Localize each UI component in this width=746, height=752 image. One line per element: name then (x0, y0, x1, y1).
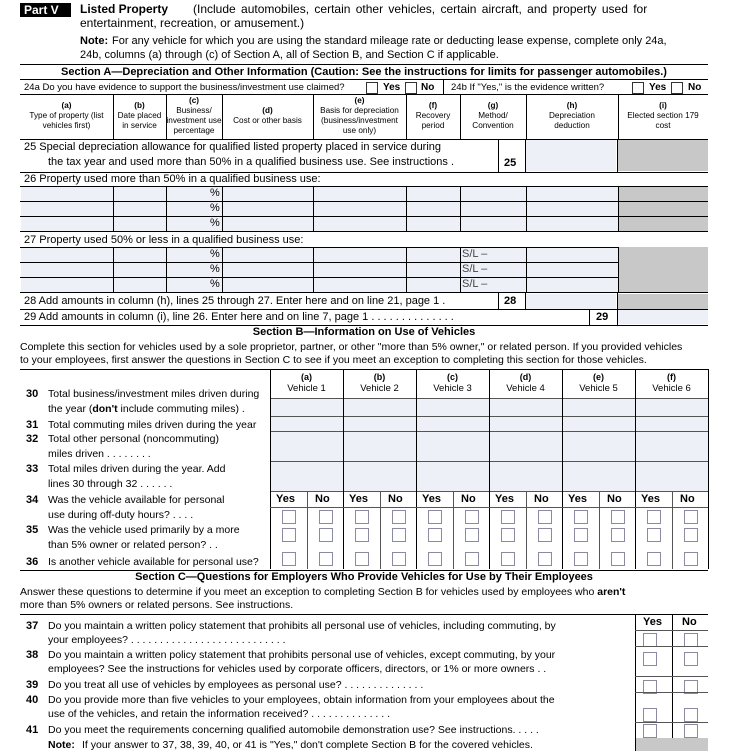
vehicle-3-yes-header: Yes (422, 493, 441, 505)
column-f-header-l2: period (421, 121, 445, 130)
line-28-amount[interactable] (526, 294, 616, 309)
line-26-row-3-col-5[interactable] (407, 217, 460, 231)
line-35-vehicle-5-no[interactable] (611, 528, 625, 542)
line-27-row-1-col-1[interactable] (114, 248, 166, 262)
line-29-text: 29 Add amounts in column (i), line 26. Enter here and on line 7, page 1 . . . . . . . . . . . . . . (24, 311, 454, 323)
line-35-vehicle-1-yes[interactable] (282, 528, 296, 542)
24b-no-checkbox[interactable] (671, 82, 683, 94)
column-a-header-l2: vehicles first) (42, 121, 91, 130)
line-33-vehicle-5[interactable] (563, 462, 635, 491)
line-30-text-2-pre: the year ( (48, 403, 93, 415)
vehicle-2-name: Vehicle 2 (360, 383, 399, 394)
column-f-header-l1: Recovery (415, 111, 451, 120)
line-35-vehicle-2-no[interactable] (392, 528, 406, 542)
column-h-header-l2: deduction (554, 121, 590, 130)
part-note-2: 24b, columns (a) through (c) of Section A, all of Section B, and Section C if applicable. (80, 49, 499, 61)
line-37-text-2: your employees? . . . . . . . . . . . . . . . . . . . . . . . . . . . (48, 634, 286, 646)
line-27-row-3-col-4[interactable] (314, 278, 406, 292)
question-24b: 24b If "Yes," is the evidence written? (451, 82, 605, 93)
line-27-row-1-percent: % (210, 248, 220, 260)
vehicle-4-letter: (d) (519, 372, 532, 382)
column-g-header-l1: Method/ (478, 111, 508, 120)
line-35-text: Was the vehicle used primarily by a more (48, 524, 240, 536)
line-33-text: Total miles driven during the year. Add (48, 463, 226, 475)
line-41-number: 41 (26, 724, 39, 736)
line-27-row-1-sl: S/L – (462, 248, 488, 260)
section-b-intro-2: to your employees, first answer the questions in Section C to see if you meet an exception to completing this section for those vehicles. (20, 354, 647, 366)
line-31-number: 31 (26, 419, 39, 431)
line-26-row-1-percent: % (210, 187, 220, 199)
line-41-no-checkbox[interactable] (684, 724, 698, 738)
vehicle-2-yes-header: Yes (349, 493, 368, 505)
vehicle-1-letter: (a) (301, 372, 312, 382)
line-30-vehicle-6[interactable] (636, 399, 708, 416)
line-26-row-2-percent: % (210, 202, 220, 214)
part-label: Part V (20, 3, 71, 17)
line-34-vehicle-6-no[interactable] (684, 510, 698, 524)
line-32-text: Total other personal (noncommuting) (48, 433, 220, 445)
column-i-header-l2: cost (655, 121, 671, 130)
line-33-vehicle-1[interactable] (271, 462, 343, 491)
line-35-vehicle-1-no[interactable] (319, 528, 333, 542)
line-31-vehicle-6[interactable] (636, 417, 708, 431)
line-35-vehicle-2-yes[interactable] (355, 528, 369, 542)
line-36-vehicle-2-yes[interactable] (355, 552, 369, 566)
section-c-yes-header: Yes (643, 616, 662, 628)
line-31-vehicle-2[interactable] (344, 417, 416, 431)
vehicle-5-letter: (e) (593, 372, 604, 382)
line-27-row-3-col-3[interactable] (223, 278, 313, 292)
vehicle-1-yes-header: Yes (276, 493, 295, 505)
line-40-text-2: use of the vehicles, and retain the information received? . . . . . . . . . . . . . . (48, 708, 391, 720)
line-34-vehicle-6-yes[interactable] (647, 510, 661, 524)
24a-no-checkbox[interactable] (405, 82, 417, 94)
line-36-vehicle-6-no[interactable] (684, 552, 698, 566)
line-32-vehicle-1[interactable] (271, 432, 343, 461)
line-26-row-3-col-7[interactable] (527, 217, 618, 231)
line-30-text-2-bold: don't (92, 403, 118, 415)
line-30-vehicle-1[interactable] (271, 399, 343, 416)
line-27-row-2-col-3[interactable] (223, 263, 313, 277)
column-h-header-letter: (h) (566, 101, 578, 110)
section-c-intro-2: more than 5% owners or related persons. See instructions. (20, 599, 294, 611)
line-32-vehicle-3[interactable] (417, 432, 489, 461)
column-a-header-letter: (a) (61, 101, 72, 110)
line-26-row-3-col-6[interactable] (461, 217, 526, 231)
line-25-text-1: 25 Special depreciation allowance for qualified listed property placed in service during (24, 141, 442, 153)
column-d-header-l1: Cost or other basis (233, 116, 302, 125)
line-40-no-checkbox[interactable] (684, 708, 698, 722)
24a-yes-label: Yes (383, 82, 401, 93)
line-36-vehicle-3-no[interactable] (465, 552, 479, 566)
line-25-number: 25 (504, 157, 517, 169)
line-36-vehicle-5-no[interactable] (611, 552, 625, 566)
vehicle-1-name: Vehicle 1 (287, 383, 326, 394)
line-34-vehicle-2-no[interactable] (392, 510, 406, 524)
column-h-header-l1: Depreciation (549, 111, 595, 120)
line-38-yes-checkbox[interactable] (643, 652, 657, 666)
column-b-header-letter: (b) (134, 101, 145, 110)
24a-yes-checkbox[interactable] (366, 82, 378, 94)
line-25-text-2: the tax year and used more than 50% in a qualified business use. See instructions . (48, 156, 455, 168)
line-31-vehicle-1[interactable] (271, 417, 343, 431)
line-38-text: Do you maintain a written policy statement that prohibits personal use of vehicles, except commuting, by your (48, 649, 556, 661)
line-26-row-3-col-1[interactable] (114, 217, 166, 231)
section-b-intro-1: Complete this section for vehicles used by a sole proprietor, partner, or other "more than 5% owner," or related person. If you provided vehicles (20, 341, 683, 353)
column-g-header-l2: Convention (472, 121, 514, 130)
line-26-row-3-shaded (619, 217, 708, 231)
line-25-amount[interactable] (526, 140, 616, 171)
line-33-vehicle-2[interactable] (344, 462, 416, 491)
column-d-header-letter: (d) (262, 106, 273, 115)
line-27-row-3-col-1[interactable] (114, 278, 166, 292)
line-26-row-1-col-4[interactable] (314, 187, 406, 201)
line-36-vehicle-2-no[interactable] (392, 552, 406, 566)
vehicle-5-no-header: No (607, 493, 622, 505)
line-37-number: 37 (26, 620, 39, 632)
section-c-intro-1: Answer these questions to determine if you meet an exception to completing Section B for vehicles used by employees who aren't (20, 586, 626, 598)
line-38-no-checkbox[interactable] (684, 652, 698, 666)
section-c-note-label: Note: (48, 739, 75, 751)
section-c-title: Section C—Questions for Employers Who Provide Vehicles for Use by Their Employees (135, 571, 593, 583)
line-36-vehicle-5-yes[interactable] (574, 552, 588, 566)
line-26-row-1-shaded (619, 187, 708, 201)
line-39-text: Do you treat all use of vehicles by employees as personal use? . . . . . . . . . . . . . . (48, 679, 424, 691)
24a-no-label: No (421, 82, 435, 93)
part-note-1: For any vehicle for which you are using the standard mileage rate or deducting lease expense, complete only 24a, (112, 35, 667, 47)
line-30-number: 30 (26, 388, 39, 400)
line-32-vehicle-2[interactable] (344, 432, 416, 461)
section-c-note: If your answer to 37, 38, 39, 40, or 41 is "Yes," don't complete Section B for the covered vehicles. (82, 739, 533, 751)
line-32-number: 32 (26, 433, 39, 445)
line-32-vehicle-4[interactable] (490, 432, 562, 461)
column-g-header-letter: (g) (487, 101, 499, 110)
line-34-vehicle-5-yes[interactable] (574, 510, 588, 524)
vehicle-2-letter: (b) (373, 372, 386, 382)
line-35-number: 35 (26, 524, 39, 536)
line-38-number: 38 (26, 649, 39, 661)
column-i-header-letter: (i) (659, 101, 667, 110)
line-27-row-3-percent: % (210, 278, 220, 290)
line-35-vehicle-6-yes[interactable] (647, 528, 661, 542)
line-26-row-2-col-7[interactable] (527, 202, 618, 216)
line-35-vehicle-4-yes[interactable] (501, 528, 515, 542)
column-e-header-l3: use only) (342, 126, 377, 135)
line-40-text: Do you provide more than five vehicles to your employees, obtain information from your employees about the (48, 694, 555, 706)
line-31-text: Total commuting miles driven during the year (48, 419, 257, 431)
line-26-row-1-col-6[interactable] (461, 187, 526, 201)
line-27-row-3-col-5[interactable] (407, 278, 460, 292)
line-27-row-2-percent: % (210, 263, 220, 275)
column-e-header-letter: (e) (354, 96, 365, 105)
vehicle-6-yes-header: Yes (641, 493, 660, 505)
line-34-text-2: use during off-duty hours? . . . . (48, 509, 194, 521)
line-36-vehicle-4-yes[interactable] (501, 552, 515, 566)
line-30-text-2-post: include commuting miles) . (117, 403, 245, 415)
vehicle-2-no-header: No (388, 493, 403, 505)
part-description-1: (Include automobiles, certain other vehicles, certain aircraft, and property used for (193, 2, 648, 16)
column-c-header-l2: investment use (166, 116, 222, 125)
line-34-vehicle-4-no[interactable] (538, 510, 552, 524)
line-30-text-2 (48, 403, 245, 416)
line-32-text-2: miles driven . . . . . . . . (48, 448, 151, 460)
line-32-vehicle-6[interactable] (636, 432, 708, 461)
line-26-row-2-col-5[interactable] (407, 202, 460, 216)
column-i-header-l1: Elected section 179 (627, 111, 699, 120)
line-35-text-2: than 5% owner or related person? . . (48, 539, 218, 551)
line-39-number: 39 (26, 679, 39, 691)
line-41-yes-checkbox[interactable] (643, 724, 657, 738)
line-33-vehicle-3[interactable] (417, 462, 489, 491)
line-30-vehicle-2[interactable] (344, 399, 416, 416)
line-26-row-2-col-1[interactable] (114, 202, 166, 216)
line-34-vehicle-1-yes[interactable] (282, 510, 296, 524)
line-37-text: Do you maintain a written policy statement that prohibits all personal use of vehicles, including commuting, by (48, 620, 556, 632)
line-30-text: Total business/investment miles driven during (48, 388, 260, 400)
line-36-vehicle-1-no[interactable] (319, 552, 333, 566)
24b-yes-label: Yes (649, 82, 667, 93)
line-35-vehicle-3-yes[interactable] (428, 528, 442, 542)
column-e-header-l2: (business/investment (321, 116, 398, 125)
line-27-row-1-col-7[interactable] (527, 248, 618, 262)
line-34-vehicle-5-no[interactable] (611, 510, 625, 524)
line-26-row-1-col-0[interactable] (21, 187, 113, 201)
line-30-vehicle-3[interactable] (417, 399, 489, 416)
line-35-vehicle-3-no[interactable] (465, 528, 479, 542)
line-27-row-2-col-7[interactable] (527, 263, 618, 277)
line-26-row-1-col-1[interactable] (114, 187, 166, 201)
line-27-text: 27 Property used 50% or less in a qualified business use: (24, 234, 304, 246)
line-27-row-3-sl: S/L – (462, 278, 488, 290)
line-34-vehicle-4-yes[interactable] (501, 510, 515, 524)
line-34-vehicle-1-no[interactable] (319, 510, 333, 524)
line-40-yes-checkbox[interactable] (643, 708, 657, 722)
section-a-title: Section A—Depreciation and Other Information (Caution: See the instructions for limits for passenger automobiles.) (61, 66, 667, 78)
line-27-row-1-col-5[interactable] (407, 248, 460, 262)
24b-no-label: No (688, 82, 702, 93)
line-33-vehicle-6[interactable] (636, 462, 708, 491)
line-36-vehicle-6-yes[interactable] (647, 552, 661, 566)
line-26-row-2-col-6[interactable] (461, 202, 526, 216)
line-34-vehicle-3-yes[interactable] (428, 510, 442, 524)
vehicle-6-letter: (f) (667, 372, 676, 382)
line-27-row-2-col-5[interactable] (407, 263, 460, 277)
line-26-row-3-col-4[interactable] (314, 217, 406, 231)
line-33-text-2: lines 30 through 32 . . . . . . (48, 478, 173, 490)
column-c-header-l1: Business/ (176, 106, 212, 115)
line-37-no-checkbox[interactable] (684, 633, 698, 647)
column-c-header-l3: percentage (173, 126, 215, 135)
line-31-vehicle-3[interactable] (417, 417, 489, 431)
line-34-number: 34 (26, 494, 39, 506)
line-26-row-2-col-0[interactable] (21, 202, 113, 216)
line-26-text: 26 Property used more than 50% in a qualified business use: (24, 173, 321, 185)
line-41-text: Do you meet the requirements concerning qualified automobile demonstration use? See instructions. . . . . (48, 724, 539, 736)
line-30-vehicle-4[interactable] (490, 399, 562, 416)
line-27-row-2-sl: S/L – (462, 263, 488, 275)
line-31-vehicle-5[interactable] (563, 417, 635, 431)
column-b-header-l2: in service (122, 121, 157, 130)
part-title: Listed Property (80, 2, 169, 16)
line-36-vehicle-1-yes[interactable] (282, 552, 296, 566)
line-35-vehicle-6-no[interactable] (684, 528, 698, 542)
line-35-vehicle-4-no[interactable] (538, 528, 552, 542)
column-b-header-l1: Date placed (117, 111, 162, 120)
line-28-number: 28 (504, 295, 517, 307)
column-f-header-letter: (f) (428, 101, 438, 110)
line-34-vehicle-3-no[interactable] (465, 510, 479, 524)
line-29-number: 29 (596, 311, 609, 323)
column-e-header-l1: Basis for depreciation (320, 106, 399, 115)
line-27-row-1-col-0[interactable] (21, 248, 113, 262)
line-36-number: 36 (26, 556, 39, 568)
line-35-vehicle-5-yes[interactable] (574, 528, 588, 542)
line-40-number: 40 (26, 694, 39, 706)
line-34-vehicle-2-yes[interactable] (355, 510, 369, 524)
line-26-row-2-col-4[interactable] (314, 202, 406, 216)
line-36-vehicle-3-yes[interactable] (428, 552, 442, 566)
vehicle-4-name: Vehicle 4 (506, 383, 545, 394)
section-c-no-header: No (682, 616, 697, 628)
section-b-title: Section B—Information on Use of Vehicles (252, 326, 476, 338)
line-26-row-3-col-0[interactable] (21, 217, 113, 231)
vehicle-5-yes-header: Yes (568, 493, 587, 505)
line-30-vehicle-5[interactable] (563, 399, 635, 416)
line-26-row-2-col-3[interactable] (223, 202, 313, 216)
line-26-row-3-percent: % (210, 217, 220, 229)
line-36-vehicle-4-no[interactable] (538, 552, 552, 566)
vehicle-5-name: Vehicle 5 (579, 383, 618, 394)
line-27-row-1-col-4[interactable] (314, 248, 406, 262)
line-27-row-2-col-0[interactable] (21, 263, 113, 277)
line-29-amount[interactable] (618, 310, 708, 324)
line-33-vehicle-4[interactable] (490, 462, 562, 491)
vehicle-3-no-header: No (461, 493, 476, 505)
line-33-number: 33 (26, 463, 39, 475)
line-27-row-2-col-4[interactable] (314, 263, 406, 277)
line-26-row-3-col-3[interactable] (223, 217, 313, 231)
column-c-header-letter: (c) (188, 96, 199, 105)
line-34-text: Was the vehicle available for personal (48, 494, 225, 506)
column-a-header-l1: Type of property (list (29, 111, 104, 120)
line-32-vehicle-5[interactable] (563, 432, 635, 461)
line-27-row-1-col-3[interactable] (223, 248, 313, 262)
line-26-row-2-shaded (619, 202, 708, 216)
line-26-row-1-col-3[interactable] (223, 187, 313, 201)
vehicle-6-name: Vehicle 6 (652, 383, 691, 394)
vehicle-3-name: Vehicle 3 (433, 383, 472, 394)
line-28-text: 28 Add amounts in column (h), lines 25 through 27. Enter here and on line 21, page 1 . (24, 295, 446, 307)
vehicle-4-no-header: No (534, 493, 549, 505)
line-26-row-1-col-5[interactable] (407, 187, 460, 201)
line-27-row-3-col-0[interactable] (21, 278, 113, 292)
vehicle-4-yes-header: Yes (495, 493, 514, 505)
24b-yes-checkbox[interactable] (632, 82, 644, 94)
vehicle-6-no-header: No (680, 493, 695, 505)
line-27-row-2-col-1[interactable] (114, 263, 166, 277)
line-36-text: Is another vehicle available for personal use? (48, 556, 259, 568)
vehicle-3-letter: (c) (447, 372, 458, 382)
vehicle-1-no-header: No (315, 493, 330, 505)
line-26-row-1-col-7[interactable] (527, 187, 618, 201)
question-24a: 24a Do you have evidence to support the business/investment use claimed? (24, 82, 345, 93)
line-38-text-2: employees? See the instructions for vehicles used by corporate officers, directors, or 1% or more owners . . (48, 663, 547, 675)
part-description-2: entertainment, recreation, or amusement.) (80, 16, 305, 30)
line-37-yes-checkbox[interactable] (643, 633, 657, 647)
line-31-vehicle-4[interactable] (490, 417, 562, 431)
line-27-row-3-col-7[interactable] (527, 278, 618, 292)
part-note-label: Note: (80, 35, 109, 47)
